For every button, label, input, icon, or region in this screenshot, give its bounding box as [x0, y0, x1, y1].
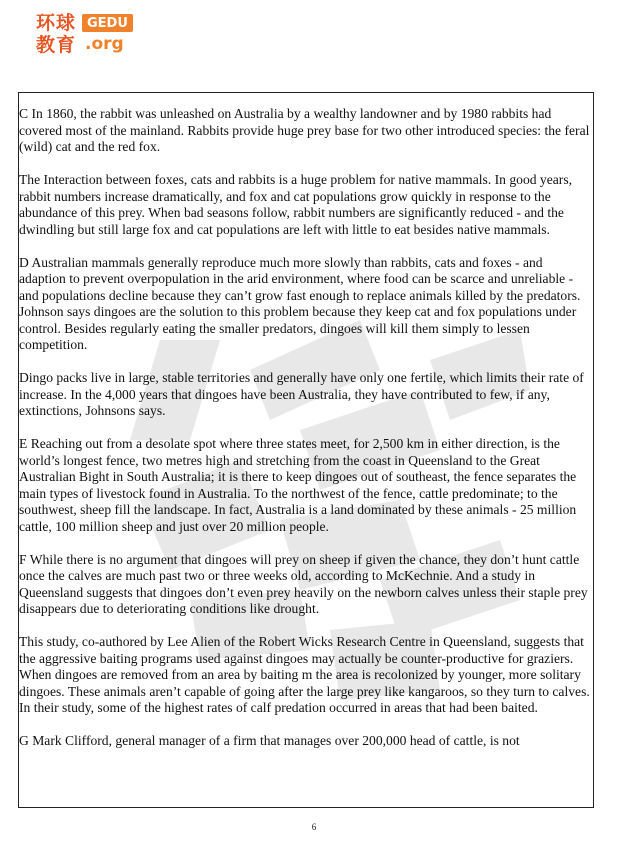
paragraph-c: C In 1860, the rabbit was unleashed on Australia by a wealthy landowner and by 1980 rabbits had covered most of the mainland. Rabbits provide huge prey base for two other introduced species: the feral (wild) cat and the red fox.	[19, 106, 590, 154]
paragraph-study: This study, co-authored by Lee Alien of the Robert Wicks Research Centre in Queensland, suggests that the aggressive baiting programs used against dingoes may actually be counter-productive for graziers. When dingoes are removed from an area by baiting m the area is recolonized by younger, more solitary dingoes. These animals aren’t capable of going after the large prey like kangaroos, so they turn to calves. In their study, some of the highest rates of calf predation occurred in areas that had been baited.	[19, 634, 590, 715]
logo-line1: 环球	[36, 12, 77, 34]
logo-line2: 教育	[36, 34, 77, 56]
logo-badge: GEDU	[82, 14, 133, 32]
paragraph-dingo-packs: Dingo packs live in large, stable territories and generally have only one fertile, which limits their rate of increase. In the 4,000 years that dingoes have been Australia, they have contributed to few, if any, extinctions, Johnsons says.	[19, 370, 584, 418]
logo-chinese-text	[36, 12, 76, 56]
page-number: 6	[311, 822, 317, 832]
paragraph-d: D Australian mammals generally reproduce much more slowly than rabbits, cats and foxes - and adaption to prevent overpopulation in the arid environment, where food can be scarce and unreliable - and populations decline because they can’t grow fast enough to replace animals killed by the predators. Johnson says dingoes are the solution to this problem because they keep cat and fox populations under control. Besides regularly eating the smaller predators, dingoes will kill them simply to lessen competition.	[19, 254, 581, 352]
paragraph-g: G Mark Clifford, general manager of a firm that manages over 200,000 head of cattle, is not	[19, 733, 520, 748]
logo-suffix: .org	[85, 34, 124, 54]
paragraph-e: E Reaching out from a desolate spot where three states meet, for 2,500 km in either direction, is the world’s longest fence, two metres high and stretching from the coast in Queensland to the Great Australian Bight in South Australia; it is there to keep dingoes out of southeast, the fence separates the main types of livestock found in Australia. To the northwest of the fence, cattle predominate; to the southwest, sheep fill the landscape. In fact, Australia is a land dominated by these animals - 25 million cattle, 100 million sheep and just over 20 million people.	[19, 436, 577, 534]
document-body	[19, 106, 591, 766]
gedu-logo	[36, 12, 166, 58]
paragraph-interaction: The Interaction between foxes, cats and rabbits is a huge problem for native mammals. In good years, rabbit numbers increase dramatically, and fox and cat populations grow quickly in response to the abundance of this prey. When bad seasons follow, rabbit numbers are significantly reduced - and the dwindling but still large fox and cat populations are left with little to eat besides native mammals.	[19, 172, 573, 237]
paragraph-f: F While there is no argument that dingoes will prey on sheep if given the chance, they don’t hunt cattle once the calves are much past two or three weeks old, according to McKechnie. And a study in Queensland suggests that dingoes don’t even prey heavily on the newborn calves unless their staple prey disappears due to deteriorating conditions like drought.	[19, 551, 588, 616]
